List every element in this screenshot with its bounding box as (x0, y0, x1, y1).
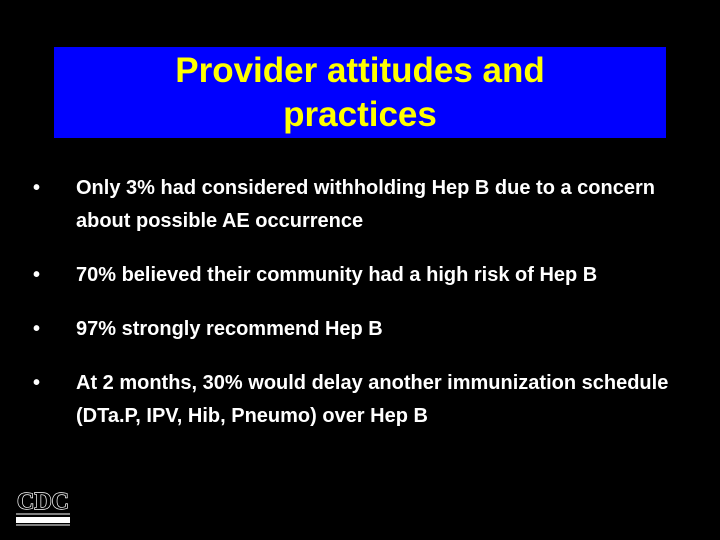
bullet-item (33, 367, 693, 433)
cdc-logo-graphic (12, 484, 74, 528)
bullet-marker: • (33, 318, 41, 340)
bullet-list (33, 172, 693, 433)
bullet-text: At 2 months, 30% would delay another immunization schedule (DTa.P, IPV, Hib, Pneumo) over Hep B (76, 372, 669, 427)
bullet-text: Only 3% had considered withholding Hep B due to a concern about possible AE occurrence (76, 177, 655, 232)
bullet-marker: • (33, 372, 41, 394)
cdc-logo-icon (12, 484, 74, 528)
bullet-item (33, 313, 693, 346)
bullet-text: 97% strongly recommend Hep B (76, 318, 383, 340)
cdc-logo-text: CDC (17, 489, 69, 515)
bullet-marker: • (33, 264, 41, 286)
slide-title: Provider attitudes and practices (175, 50, 545, 134)
bullet-item (33, 259, 693, 292)
bullet-text: 70% believed their community had a high risk of Hep B (76, 264, 598, 286)
logo-banner (16, 517, 70, 523)
bullet-marker: • (33, 177, 41, 199)
bullet-item (33, 172, 693, 238)
title-box (54, 47, 666, 138)
